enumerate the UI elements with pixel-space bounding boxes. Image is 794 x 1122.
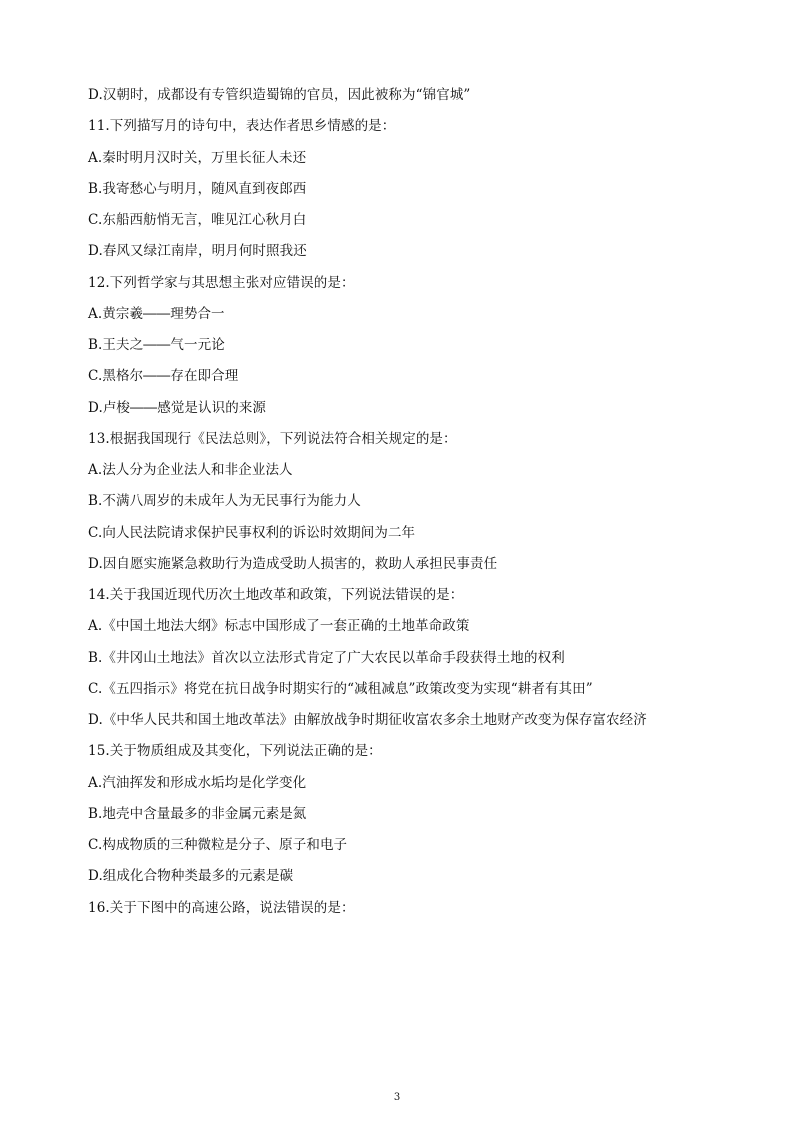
option-d-q12: D.卢梭――感觉是认识的来源 <box>88 399 267 416</box>
option-b-q15: B.地壳中含量最多的非金属元素是氮 <box>88 805 307 822</box>
option-d-q13: D.因自愿实施紧急救助行为造成受助人损害的，救助人承担民事责任 <box>88 555 498 572</box>
page-number: 3 <box>393 1092 401 1103</box>
option-c-q14: C.《五四指示》将党在抗日战争时期实行的“减租减息”政策改变为实现“耕者有其田” <box>88 680 593 697</box>
option-b-q14: B.《井冈山土地法》首次以立法形式肯定了广大农民以革命手段获得土地的权利 <box>88 649 565 666</box>
option-d-q15: D.组成化合物种类最多的元素是碳 <box>88 868 294 885</box>
option-c-q12: C.黑格尔――存在即合理 <box>88 368 239 385</box>
option-a-q15: A.汽油挥发和形成水垢均是化学变化 <box>88 774 307 791</box>
option-a-q11: A.秦时明月汉时关，万里长征人未还 <box>88 149 307 166</box>
question-15-stem: 15.关于物质组成及其变化，下列说法正确的是： <box>88 743 382 760</box>
question-12-stem: 12.下列哲学家与其思想主张对应错误的是： <box>88 274 355 291</box>
option-a-q14: A.《中国土地法大纲》标志中国形成了一套正确的土地革命政策 <box>88 618 470 635</box>
option-b-q11: B.我寄愁心与明月，随风直到夜郎西 <box>88 180 307 197</box>
option-d-q14: D.《中华人民共和国土地改革法》由解放战争时期征收富农多余土地财产改变为保存富农经济 <box>88 712 647 728</box>
option-d-q11: D.春风又绿江南岸，明月何时照我还 <box>88 243 307 260</box>
option-d-q10: D.汉朝时，成都设有专管织造蜀锦的官员，因此被称为“锦官城” <box>88 87 471 103</box>
question-14-stem: 14.关于我国近现代历次土地改革和政策，下列说法错误的是： <box>88 587 464 603</box>
option-b-q13: B.不满八周岁的未成年人为无民事行为能力人 <box>88 493 361 510</box>
question-11-stem: 11.下列描写月的诗句中，表达作者思乡情感的是： <box>88 118 396 135</box>
question-16-stem: 16.关于下图中的高速公路，说法错误的是： <box>88 899 355 916</box>
option-a-q12: A.黄宗羲――理势合一 <box>88 305 225 322</box>
option-b-q12: B.王夫之――气一元论 <box>88 337 225 353</box>
option-c-q15: C.构成物质的三种微粒是分子、原子和电子 <box>88 837 348 853</box>
option-c-q11: C.东船西舫悄无言，唯见江心秋月白 <box>88 212 307 228</box>
option-a-q13: A.法人分为企业法人和非企业法人 <box>88 462 293 478</box>
question-13-stem: 13.根据我国现行《民法总则》，下列说法符合相关规定的是： <box>88 430 457 447</box>
option-c-q13: C.向人民法院请求保护民事权利的诉讼时效期间为二年 <box>88 524 416 541</box>
question-text-block <box>88 83 728 927</box>
